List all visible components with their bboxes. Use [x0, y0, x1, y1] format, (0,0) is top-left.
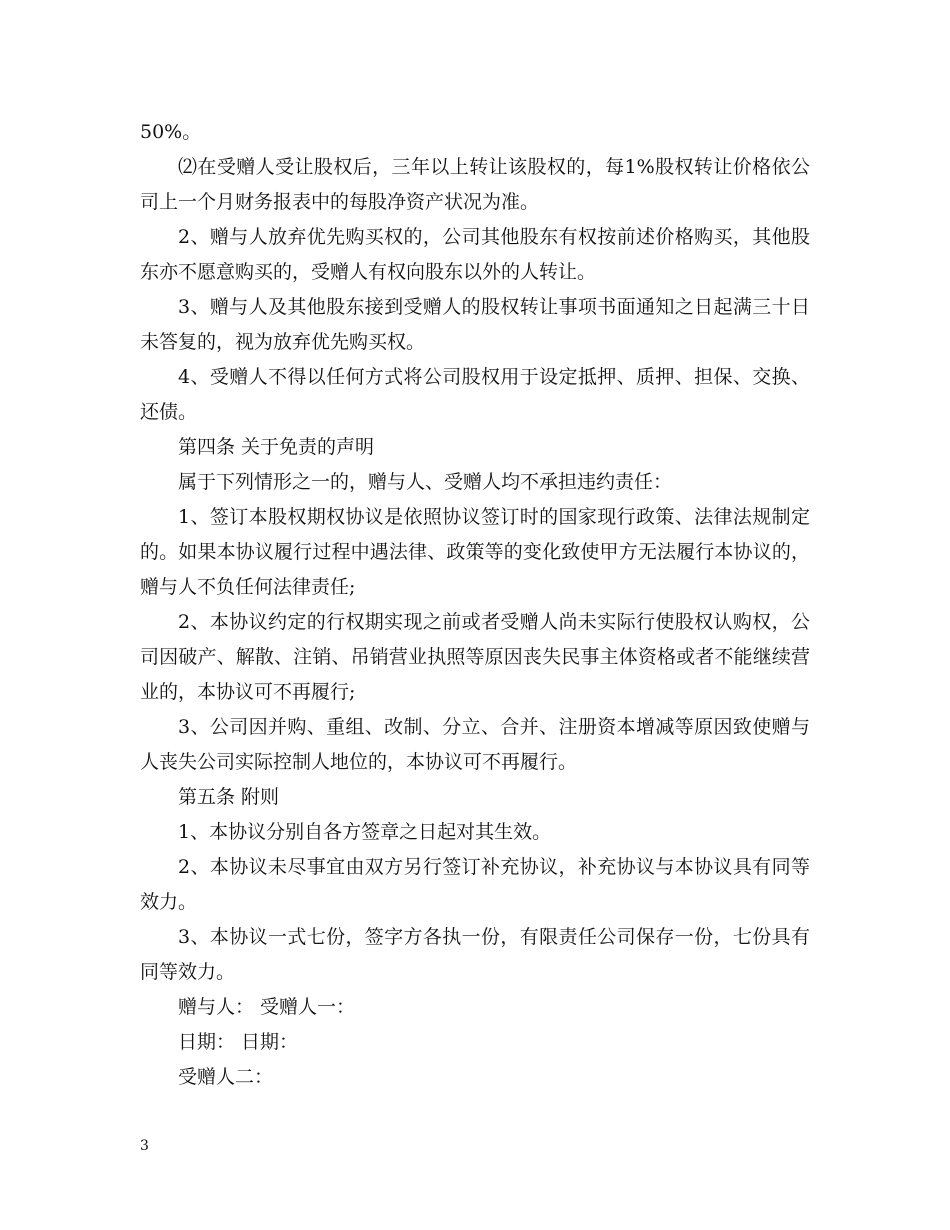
- signature-line-parties: 赠与人： 受赠人一：: [178, 996, 356, 1018]
- paragraph-exemption-3: 3、公司因并购、重组、改制、分立、合并、注册资本增减等原因致使赠与人丧失公司实际控制人地位的，本协议可不再履行。: [140, 716, 810, 773]
- article-five-heading: 第五条 附则: [178, 786, 280, 808]
- paragraph-transfer-price: ⑵在受赠人受让股权后，三年以上转让该股权的，每1%股权转让价格依公司上一个月财务报表中的每股净资产状况为准。: [140, 156, 810, 213]
- signature-line-recipient-two: 受赠人二：: [178, 1066, 274, 1088]
- paragraph-exemption-intro: 属于下列情形之一的，赠与人、受赠人均不承担违约责任：: [178, 471, 673, 493]
- paragraph-notice-deadline: 3、赠与人及其他股东接到受赠人的股权转让事项书面通知之日起满三十日未答复的，视为放弃优先购买权。: [140, 296, 810, 353]
- paragraph-supplementary-1: 1、本协议分别自各方签章之日起对其生效。: [178, 821, 552, 843]
- paragraph-pledge-restriction: 4、受赠人不得以任何方式将公司股权用于设定抵押、质押、担保、交换、还债。: [140, 366, 810, 423]
- document-body: [140, 115, 810, 1095]
- paragraph-continuation: 50%。: [140, 121, 202, 143]
- paragraph-supplementary-2: 2、本协议未尽事宜由双方另行签订补充协议，补充协议与本协议具有同等效力。: [140, 856, 810, 913]
- paragraph-preemptive-waiver: 2、赠与人放弃优先购买权的，公司其他股东有权按前述价格购买，其他股东亦不愿意购买的，受赠人有权向股东以外的人转让。: [140, 226, 810, 283]
- signature-line-dates: 日期： 日期：: [178, 1031, 299, 1053]
- paragraph-exemption-2: 2、本协议约定的行权期实现之前或者受赠人尚未实际行使股权认购权，公司因破产、解散、注销、吊销营业执照等原因丧失民事主体资格或者不能继续营业的，本协议可不再履行;: [140, 611, 810, 703]
- paragraph-exemption-1: 1、签订本股权期权协议是依照协议签订时的国家现行政策、法律法规制定的。如果本协议履行过程中遇法律、政策等的变化致使甲方无法履行本协议的，赠与人不负任何法律责任;: [140, 506, 810, 598]
- paragraph-supplementary-3: 3、本协议一式七份，签字方各执一份，有限责任公司保存一份，七份具有同等效力。: [140, 926, 810, 983]
- article-four-heading: 第四条 关于免责的声明: [178, 436, 375, 458]
- page-number: 3: [140, 1138, 149, 1154]
